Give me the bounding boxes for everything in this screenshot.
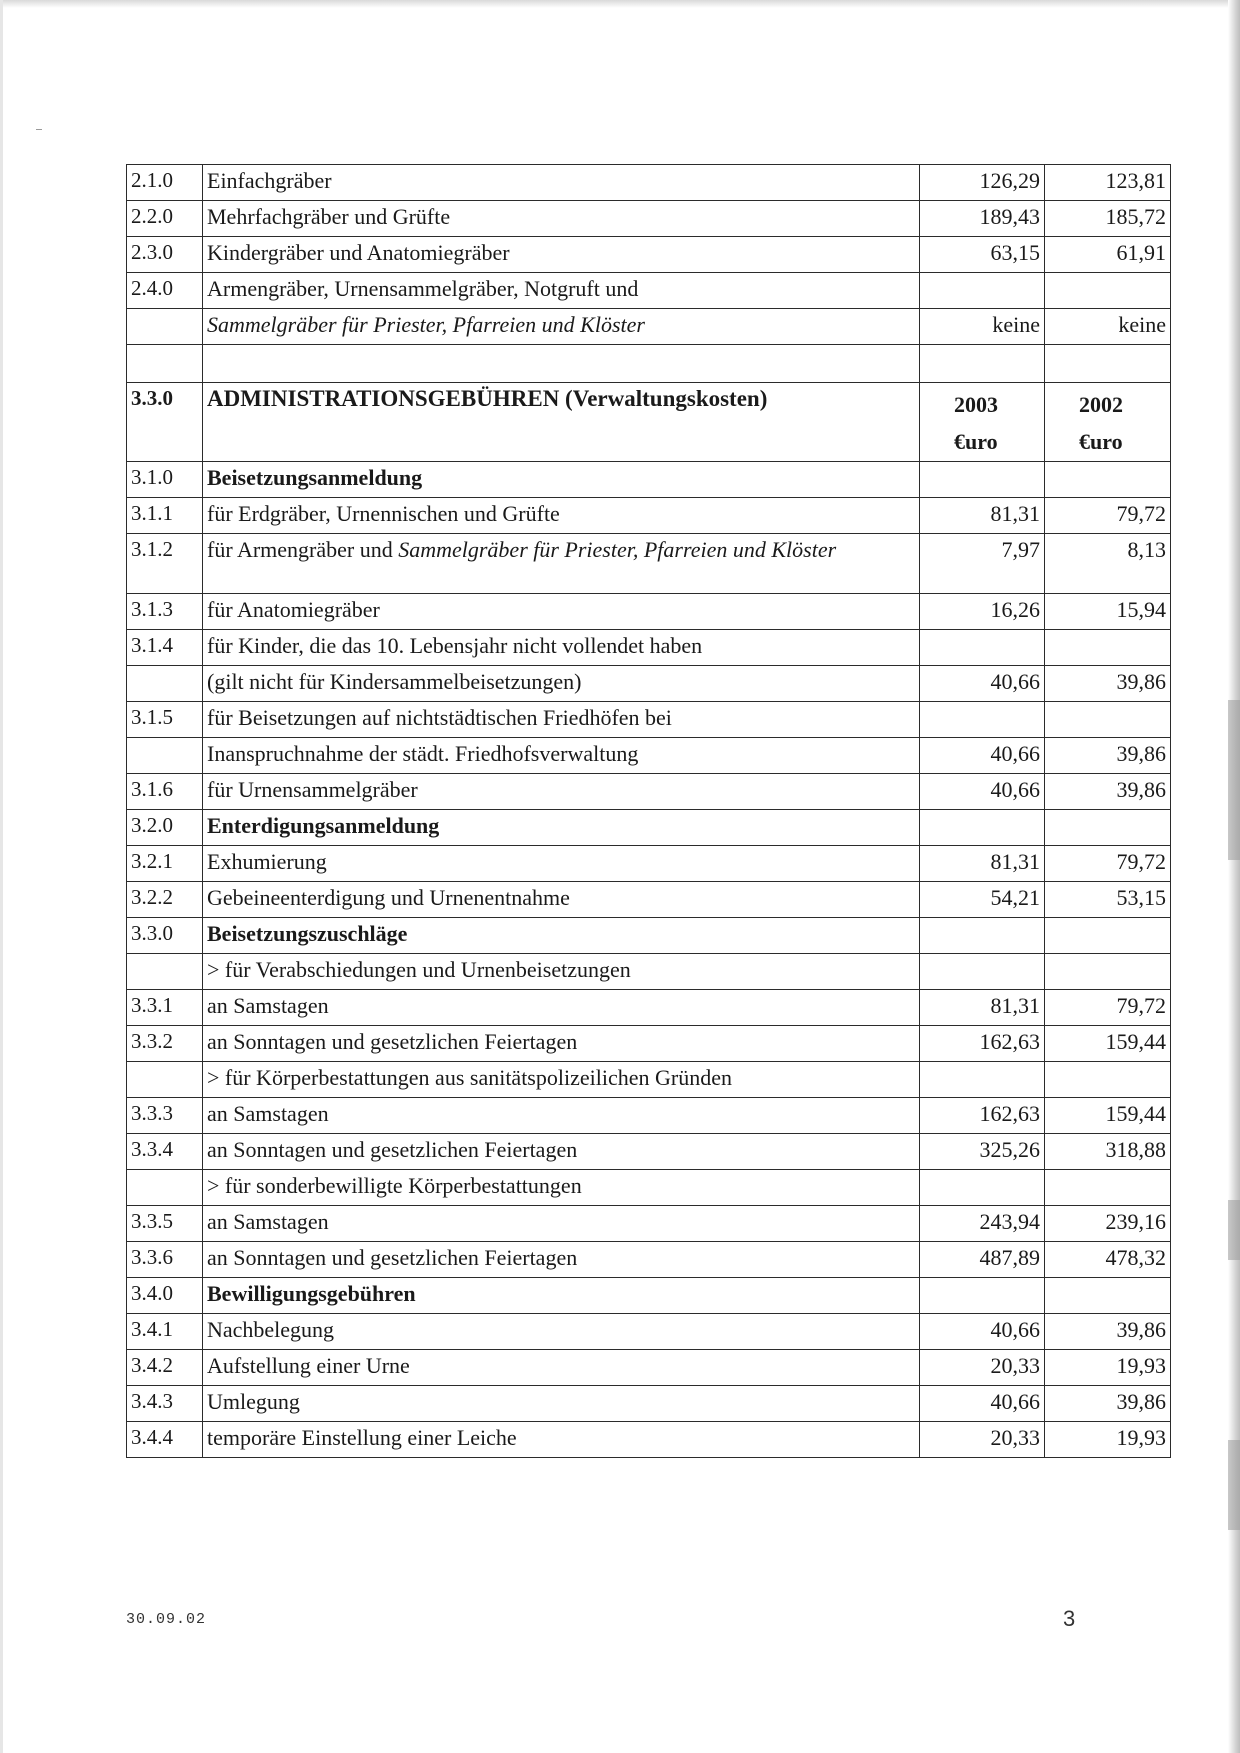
value-2002: 318,88 [1045,1133,1171,1169]
value-2003 [920,701,1045,737]
item-description: > für Verabschiedungen und Urnenbeisetzungen [203,953,920,989]
value-2003 [920,809,1045,845]
table-row [127,809,1171,845]
value-2002: keine [1045,309,1171,345]
item-description: an Sonntagen und gesetzlichen Feiertagen [203,1133,920,1169]
item-description: Sammelgräber für Priester, Pfarreien und Klöster [203,309,920,345]
item-description: für Anatomiegräber [203,593,920,629]
item-number: 3.3.5 [127,1205,203,1241]
table-row [127,593,1171,629]
item-description: an Sonntagen und gesetzlichen Feiertagen [203,1025,920,1061]
value-2003: 16,26 [920,593,1045,629]
value-2002: 19,93 [1045,1421,1171,1457]
value-2002 [1045,273,1171,309]
item-number: 3.4.3 [127,1385,203,1421]
item-description: Enterdigungsanmeldung [203,809,920,845]
item-number: 3.3.6 [127,1241,203,1277]
table-row [127,1061,1171,1097]
spacer-row [127,345,1171,383]
table-row [127,165,1171,201]
table-row [127,1385,1171,1421]
item-description: an Samstagen [203,1097,920,1133]
item-description [203,533,920,593]
footer-date: 30.09.02 [126,1611,207,1628]
section-header-row [127,383,1171,462]
scan-edge-left [0,0,3,1753]
item-number: 3.4.2 [127,1349,203,1385]
value-2002: 123,81 [1045,165,1171,201]
value-2002: 159,44 [1045,1097,1171,1133]
value-2003: 7,97 [920,533,1045,593]
value-2003: 189,43 [920,201,1045,237]
item-number: 3.1.3 [127,593,203,629]
value-2003: 20,33 [920,1349,1045,1385]
item-number [127,953,203,989]
value-2003: 40,66 [920,1313,1045,1349]
item-description-plain: für Armengräber und [207,536,399,562]
value-2002: 39,86 [1045,1385,1171,1421]
value-2003: 40,66 [920,773,1045,809]
column-header-2003 [920,383,1045,462]
item-description: an Samstagen [203,1205,920,1241]
value-2003 [920,1169,1045,1205]
item-description: temporäre Einstellung einer Leiche [203,1421,920,1457]
table-row [127,273,1171,309]
item-number [127,1169,203,1205]
item-number: 3.3.2 [127,1025,203,1061]
value-2002: 239,16 [1045,1205,1171,1241]
item-description: Beisetzungszuschläge [203,917,920,953]
item-number: 3.1.4 [127,629,203,665]
table-row [127,953,1171,989]
value-2003 [920,953,1045,989]
table-row [127,1421,1171,1457]
currency-label: €uro [1079,429,1123,455]
table-row [127,1133,1171,1169]
item-description: Gebeineenterdigung und Urnenentnahme [203,881,920,917]
item-description-italic: Sammelgräber für Priester, Pfarreien und Klöster [398,536,837,562]
table-row [127,665,1171,701]
value-2002: 185,72 [1045,201,1171,237]
value-2003: 126,29 [920,165,1045,201]
item-description: Nachbelegung [203,1313,920,1349]
value-2002: 39,86 [1045,665,1171,701]
item-number [127,737,203,773]
value-2002: 39,86 [1045,773,1171,809]
year-label: 2002 [1079,392,1123,417]
item-description: für Erdgräber, Urnennischen und Grüfte [203,497,920,533]
item-description: Beisetzungsanmeldung [203,461,920,497]
item-description: Aufstellung einer Urne [203,1349,920,1385]
value-2002 [1045,1169,1171,1205]
item-description: Armengräber, Urnensammelgräber, Notgruft und [203,273,920,309]
item-number: 3.4.1 [127,1313,203,1349]
item-description: > für Körperbestattungen aus sanitätspolizeilichen Gründen [203,1061,920,1097]
value-2003: 243,94 [920,1205,1045,1241]
item-number: 2.3.0 [127,237,203,273]
value-2002 [1045,701,1171,737]
table-row [127,1169,1171,1205]
year-label: 2003 [954,392,998,417]
section-title: ADMINISTRATIONSGEBÜHREN (Verwaltungskosten) [203,383,920,462]
value-2002: 8,13 [1045,533,1171,593]
value-2003 [920,1061,1045,1097]
value-2002 [1045,953,1171,989]
item-description: an Samstagen [203,989,920,1025]
table-row [127,1241,1171,1277]
item-number [127,1061,203,1097]
value-2003: keine [920,309,1045,345]
table-row [127,1349,1171,1385]
table-row [127,1313,1171,1349]
scan-speck [36,129,42,130]
value-2003: 325,26 [920,1133,1045,1169]
value-2003 [920,1277,1045,1313]
value-2002: 15,94 [1045,593,1171,629]
table-row [127,309,1171,345]
value-2002: 79,72 [1045,845,1171,881]
item-number [127,309,203,345]
fee-schedule-page [126,164,1170,1458]
item-description: Kindergräber und Anatomiegräber [203,237,920,273]
table-row [127,1205,1171,1241]
item-number: 3.3.4 [127,1133,203,1169]
item-description: für Beisetzungen auf nichtstädtischen Friedhöfen bei [203,701,920,737]
scan-edge-right [1228,0,1240,1753]
item-number: 3.2.1 [127,845,203,881]
table-row [127,701,1171,737]
scan-edge-top [0,0,1240,8]
item-number: 3.2.0 [127,809,203,845]
item-number: 3.1.5 [127,701,203,737]
value-2002 [1045,809,1171,845]
value-2002 [1045,629,1171,665]
item-number: 3.1.0 [127,461,203,497]
value-2003: 487,89 [920,1241,1045,1277]
page-number: 3 [1063,1606,1076,1631]
value-2002 [1045,917,1171,953]
value-2003: 162,63 [920,1025,1045,1061]
table-row [127,629,1171,665]
value-2002 [1045,461,1171,497]
item-description: Exhumierung [203,845,920,881]
table-row [127,845,1171,881]
item-number: 3.1.1 [127,497,203,533]
table-row [127,497,1171,533]
item-description: Umlegung [203,1385,920,1421]
value-2002: 79,72 [1045,989,1171,1025]
section-number: 3.3.0 [127,383,203,462]
currency-label: €uro [954,429,998,455]
value-2002: 39,86 [1045,1313,1171,1349]
item-number: 3.4.4 [127,1421,203,1457]
value-2002: 19,93 [1045,1349,1171,1385]
item-description: für Urnensammelgräber [203,773,920,809]
value-2002: 39,86 [1045,737,1171,773]
table-row [127,461,1171,497]
value-2003: 40,66 [920,737,1045,773]
value-2002: 61,91 [1045,237,1171,273]
value-2002 [1045,1061,1171,1097]
value-2002: 53,15 [1045,881,1171,917]
item-number [127,665,203,701]
table-row [127,1025,1171,1061]
table-row [127,201,1171,237]
table-row [127,533,1171,593]
value-2002: 478,32 [1045,1241,1171,1277]
item-description: (gilt nicht für Kindersammelbeisetzungen) [203,665,920,701]
table-row [127,737,1171,773]
item-description: Bewilligungsgebühren [203,1277,920,1313]
value-2003 [920,917,1045,953]
item-number: 2.2.0 [127,201,203,237]
value-2003: 63,15 [920,237,1045,273]
value-2003: 54,21 [920,881,1045,917]
table-row [127,917,1171,953]
value-2003 [920,629,1045,665]
value-2003: 40,66 [920,1385,1045,1421]
item-description: Mehrfachgräber und Grüfte [203,201,920,237]
item-number: 3.3.3 [127,1097,203,1133]
table-row [127,881,1171,917]
value-2003: 40,66 [920,665,1045,701]
table-row [127,237,1171,273]
value-2003: 81,31 [920,497,1045,533]
item-number: 3.1.2 [127,533,203,593]
value-2003 [920,461,1045,497]
value-2002: 159,44 [1045,1025,1171,1061]
value-2003: 81,31 [920,989,1045,1025]
fee-table [126,164,1171,1458]
value-2003: 162,63 [920,1097,1045,1133]
value-2002: 79,72 [1045,497,1171,533]
value-2003: 81,31 [920,845,1045,881]
item-description: Inanspruchnahme der städt. Friedhofsverwaltung [203,737,920,773]
item-number: 3.4.0 [127,1277,203,1313]
table-row [127,1097,1171,1133]
item-number: 3.3.1 [127,989,203,1025]
table-row [127,1277,1171,1313]
item-number: 2.1.0 [127,165,203,201]
item-description: > für sonderbewilligte Körperbestattungen [203,1169,920,1205]
column-header-2002 [1045,383,1171,462]
item-number: 3.3.0 [127,917,203,953]
value-2003: 20,33 [920,1421,1045,1457]
value-2003 [920,273,1045,309]
table-row [127,773,1171,809]
item-description: für Kinder, die das 10. Lebensjahr nicht vollendet haben [203,629,920,665]
fee-rows [127,461,1171,1457]
table-row [127,989,1171,1025]
item-number: 2.4.0 [127,273,203,309]
item-description: Einfachgräber [203,165,920,201]
item-number: 3.2.2 [127,881,203,917]
value-2002 [1045,1277,1171,1313]
item-description: an Sonntagen und gesetzlichen Feiertagen [203,1241,920,1277]
item-number: 3.1.6 [127,773,203,809]
